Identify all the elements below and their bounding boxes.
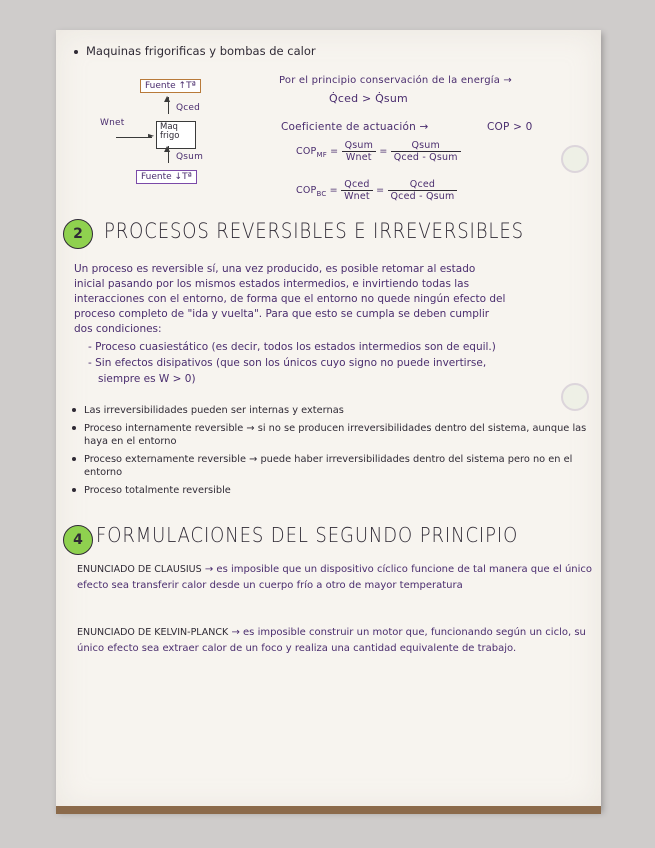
cop-mf-num2: Qsum [391,140,461,152]
paragraph-line: proceso completo de "ida y vuelta". Para que esto se cumpla se deben cumplir [74,308,490,320]
section4-number-badge: 4 [63,525,93,555]
paragraph-line: inicial pasando por los mismos estados intermedios, e invirtiendo todas las [74,278,470,290]
paragraph-line: Un proceso es reversible sí, una vez producido, es posible retomar al estado [74,263,476,275]
cop-bc-num2: Qced [388,179,458,191]
energy-relation: Q̇ced > Q̇sum [329,92,408,105]
coef-condition: COP > 0 [487,121,533,133]
cop-mf-den1: Wnet [345,152,372,163]
cop-bc-label: COP [296,185,317,196]
cop-bc-formula: $COP_{BC}$ = $\frac{\text{Qced}}{\text{Wnet}}$ = $\frac{\text{Qced}}{\text{Qced - Qsum}}$ [296,179,457,202]
q-sum-label: Qsum [176,152,204,162]
arrow-right-icon: ► [148,131,155,140]
machine-box: Maq frigo [156,121,196,149]
bullet-item: Proceso externamente reversible → puede haber irreversibilidades dentro del sistema pero no en el entorno [84,453,573,478]
paragraph-line: interacciones con el entorno, de forma que el entorno no quede ningún efecto del [74,293,506,305]
section2-number-badge: 2 [63,219,93,249]
kelvin-text: → es imposible construir un motor que, funcionando según un ciclo, su único efecto sea extraer calor de un foco y realiza una cantidad equivalente de trabajo. [77,627,586,654]
clausius-statement [77,562,592,594]
coef-label: Coeficiente de actuación → [281,121,429,133]
cold-source-box [136,170,197,184]
section2-title: PROCESOS REVERSIBLES E IRREVERSIBLES [104,219,524,243]
w-net-label: Wnet [100,118,125,128]
cop-mf-den2: Qced - Qsum [393,152,458,163]
condition-line: - Proceso cuasiestático (es decir, todos los estados intermedios son de equil.) [88,341,496,353]
cop-bc-sub: BC [316,189,327,198]
q-ced-label: Qced [176,103,201,113]
arrow-up-icon: ▲ [164,94,171,103]
paragraph-line: dos condiciones: [74,323,162,335]
bullet-item: Proceso internamente reversible → si no se producen irreversibilidades dentro del sistema, aunque las haya en el entorno [84,422,587,447]
section1-bullet [74,44,316,58]
hot-source-box [140,79,201,93]
cop-mf-formula: $COP_{MF}$ = $\frac{\text{Qsum}}{\text{Wnet}}$ = $\frac{\text{Qsum}}{\text{Qced - Qsum}}$ [296,140,461,163]
hot-source-label: Fuente ↑Tª [145,81,196,91]
section2-bullets [72,404,597,497]
cop-mf-label: COP [296,146,317,157]
arrow-up-icon-2: ▲ [164,144,171,153]
kelvin-planck-statement [77,625,597,657]
cop-bc-den2: Qced - Qsum [390,191,455,202]
section2-paragraph [74,262,594,337]
clausius-label: ENUNCIADO DE CLAUSIUS [77,564,202,575]
cop-mf-sub: MF [316,150,327,159]
cop-mf-num1: Qsum [342,140,377,152]
bullet-item: Las irreversibilidades pueden ser internas y externas [84,405,344,416]
kelvin-label: ENUNCIADO DE KELVIN-PLANCK [77,627,229,638]
cop-bc-num1: Qced [341,179,373,191]
energy-principle-text: Por el principio conservación de la energía → [279,75,513,86]
condition-line: - Sin efectos disipativos (que son los únicos cuyo signo no puede invertirse, [88,357,487,369]
ghost-circle-1 [561,145,589,173]
w-net-arrow [116,137,152,138]
section2-conditions [88,339,593,387]
bullet-item: Proceso totalmente reversible [84,484,231,496]
section4-title: FORMULACIONES DEL SEGUNDO PRINCIPIO [96,523,519,547]
cop-bc-den1: Wnet [344,191,370,202]
cold-source-label: Fuente ↓Tª [141,172,192,182]
page-edge [56,806,601,814]
section1-bullet-title: Maquinas frigorificas y bombas de calor [86,44,316,58]
condition-line: siempre es W > 0) [88,373,196,385]
clausius-text: → es imposible que un dispositivo cíclico funcione de tal manera que el único efecto sea transferir calor desde un cuerpo frío a otro de mayor temperatura [77,564,593,591]
